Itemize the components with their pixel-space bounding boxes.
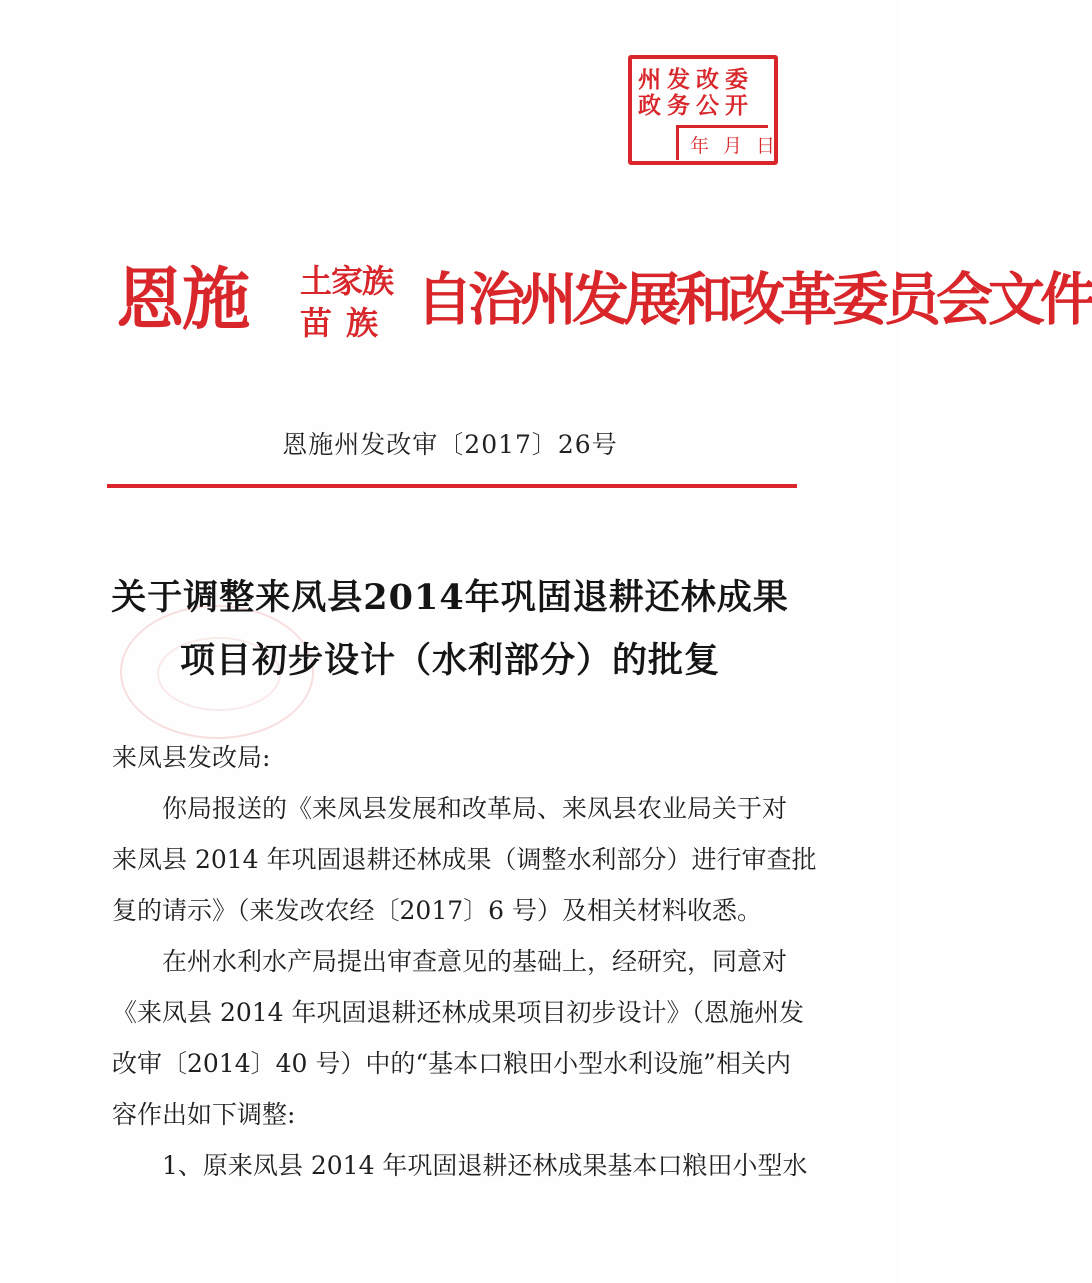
body-line: 改审〔2014〕40 号）中的“基本口粮田小型水利设施”相关内 <box>112 1049 791 1078</box>
body-line: 复的请示》（来发改农经〔2017〕6 号）及相关材料收悉。 <box>112 896 762 925</box>
body-line: 你局报送的《来凤县发展和改革局、来凤县农业局关于对 <box>162 794 788 823</box>
body-line: 容作出如下调整: <box>112 1100 296 1129</box>
body-text <box>112 732 817 1191</box>
document-number: 恩施州发改审〔2017〕26号 <box>282 430 618 459</box>
document-header <box>108 250 1092 360</box>
red-divider <box>107 484 797 488</box>
header-stacked <box>300 260 393 344</box>
disclosure-stamp <box>628 55 790 165</box>
body-line: 1、原来凤县 2014 年巩固退耕还林成果基本口粮田小型水 <box>162 1151 808 1180</box>
header-part-2: 自治州发展和改革委员会文件 <box>416 266 1092 333</box>
stamp-row-2: 政务公开 <box>638 92 754 119</box>
header-part-1: 恩施 <box>116 260 249 340</box>
body-line: 《来凤县 2014 年巩固退耕还林成果项目初步设计》（恩施州发 <box>112 998 805 1027</box>
title-line-2: 项目初步设计（水利部分）的批复 <box>179 640 720 681</box>
salutation: 来凤县发改局: <box>112 743 271 772</box>
stamp-date: 年月日 <box>690 135 790 157</box>
body-line: 来凤县 2014 年巩固退耕还林成果（调整水利部分）进行审查批 <box>112 845 817 874</box>
header-stack-top: 土家族 <box>300 262 394 300</box>
title-line-1: 关于调整来凤县2014年巩固退耕还林成果 <box>111 577 789 618</box>
stamp-row-1: 州发改委 <box>638 66 754 93</box>
header-stack-bottom: 苗族 <box>300 304 393 342</box>
body-line: 在州水利水产局提出审查意见的基础上，经研究，同意对 <box>162 947 788 976</box>
